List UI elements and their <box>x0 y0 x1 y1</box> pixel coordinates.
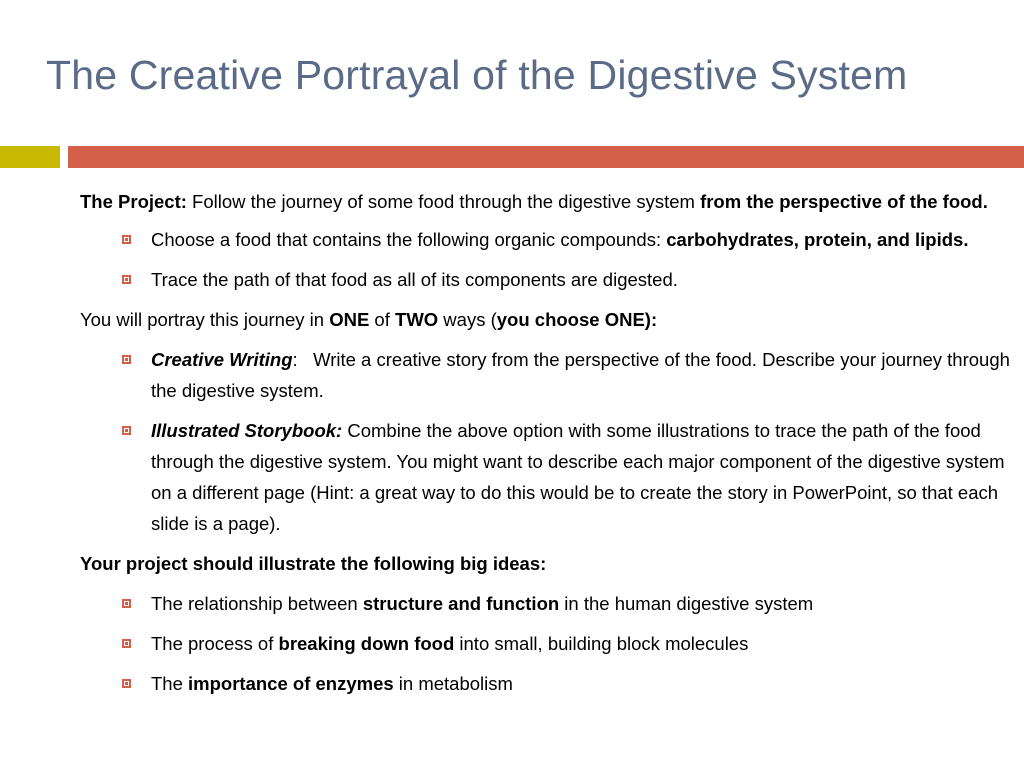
accent-bar-left <box>0 146 60 168</box>
option-label: Illustrated Storybook: <box>151 420 343 441</box>
idea-text: The process of <box>151 633 279 654</box>
idea-emphasis: breaking down food <box>278 633 455 654</box>
bullet-marker-icon <box>122 639 131 648</box>
ways-emphasis: you choose ONE): <box>496 309 658 330</box>
idea-text: in the human digestive system <box>559 593 814 614</box>
bullet-marker-icon <box>122 426 131 435</box>
ways-emphasis: TWO <box>395 309 439 330</box>
idea-text: into small, building block molecules <box>454 633 749 654</box>
option-label: Creative Writing <box>151 349 293 370</box>
bullet-emphasis: carbohydrates, protein, and lipids. <box>666 229 969 250</box>
idea-bullet <box>151 588 1014 619</box>
project-paragraph <box>80 182 1014 222</box>
ways-emphasis: ONE <box>329 309 370 330</box>
idea-emphasis: importance of enzymes <box>188 673 394 694</box>
bullet-marker-icon <box>122 679 131 688</box>
ways-text: You will portray this journey in <box>80 309 330 330</box>
project-label: The Project: <box>80 191 187 212</box>
option-sep: : <box>292 349 314 370</box>
project-emphasis: from the perspective of the food. <box>700 191 988 212</box>
project-bullet <box>151 264 1014 295</box>
bullet-marker-icon <box>122 355 131 364</box>
accent-bar-right <box>68 146 1024 168</box>
option-text: Write a creative story from the perspective of the food. Describe your journey through the digestive system. <box>151 349 1010 401</box>
slide-title: The Creative Portrayal of the Digestive System <box>46 52 908 98</box>
slide-body <box>80 182 1014 708</box>
idea-text: in metabolism <box>393 673 513 694</box>
project-bullet <box>151 224 1014 255</box>
ideas-heading: Your project should illustrate the following big ideas: <box>80 553 547 574</box>
option-bullet <box>151 344 1014 406</box>
option-text: Combine the above option with some illustrations to trace the path of the food through the digestive system. You might want to describe each major component of the digestive system on a different page (Hint: a great way to do this would be to create the story in PowerPoint, so that each slide is a page). <box>151 420 1005 534</box>
project-text: Follow the journey of some food through the digestive system <box>186 191 701 212</box>
idea-text: The <box>151 673 189 694</box>
bullet-marker-icon <box>122 235 131 244</box>
bullet-marker-icon <box>122 599 131 608</box>
idea-bullet <box>151 628 1014 659</box>
bullet-marker-icon <box>122 275 131 284</box>
ways-text: of <box>369 309 396 330</box>
idea-bullet <box>151 668 1014 699</box>
idea-text: The relationship between <box>151 593 363 614</box>
ways-paragraph <box>80 304 1014 335</box>
bullet-text: Choose a food that contains the following organic compounds: <box>151 229 667 250</box>
bullet-text: Trace the path of that food as all of its components are digested. <box>151 269 678 290</box>
idea-emphasis: structure and function <box>362 593 560 614</box>
ways-text: ways ( <box>438 309 497 330</box>
option-bullet <box>151 415 1014 539</box>
